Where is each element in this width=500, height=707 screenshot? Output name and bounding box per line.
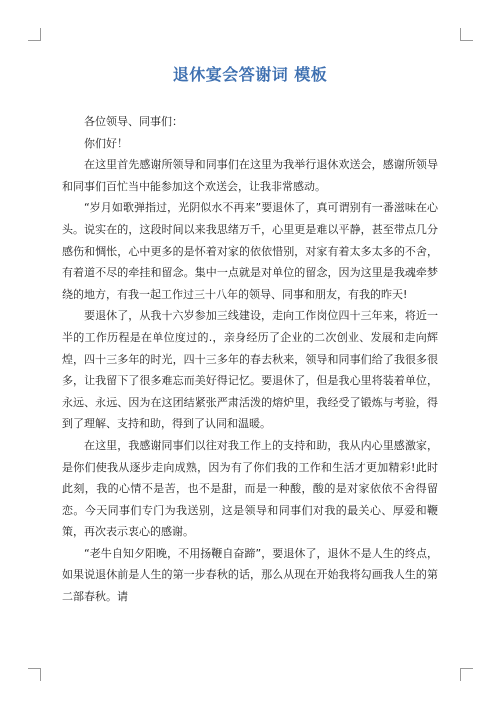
paragraph-4: 在这里，我感谢同事们以往对我工作上的支持和助，我从内心里感激家，是你们使我从逐步走向成熟，因为有了你们我的工作和生活才更加精彩!此时此刻，我的心情不是苦，也不是甜，而是一种酸，酸的是对家依依不舍得留恋。今天同事们专门为我送别，这是领导和同事们对我的最关心、厚爱和鞭策，再次表示衷心的感谢。 — [62, 438, 438, 539]
paragraph-5: “老牛自知夕阳晚，不用扬鞭自奋蹄”，要退休了，退休不是人生的终点，如果说退休前是人生的第一步春秋的话，那么从现在开始我将勾画我人生的第二部春秋。请 — [62, 546, 438, 604]
crop-mark-top-left — [28, 28, 41, 41]
salutation: 各位领导、同事们： — [84, 115, 183, 128]
paragraph-1: 在这里首先感谢所领导和同事们在这里为我举行退休欢送会，感谢所领导和同事们百忙当中能参加这个欢送会，让我非常感动。 — [62, 158, 438, 193]
document-title: 退休宴会答谢词 模板 — [172, 65, 328, 84]
paragraph-2: “岁月如歌弹指过，光阴似水不再来”要退休了，真可谓别有一番滋味在心头。说实在的，这段时间以来我思绪万千，心里更是难以平静，甚至带点几分感伤和惆怅，心中更多的是怀着对家的依依惜别，对家有着太多太多的不舍，有着道不尽的牵挂和留念。集中一点就是对单位的留念，因为这里是我魂牵梦绕的地方，有我一起工作过三十八年的领导、同事和朋友，有我的昨天! — [62, 201, 438, 301]
document-body — [62, 111, 438, 608]
paragraph-3: 要退休了，从我十六岁参加三线建设，走向工作岗位四十三年来，将近一半的工作历程是在单位度过的.，亲身经历了企业的二次创业、发展和走向辉煌，四十三多年的时光，四十三多年的春去秋来，领导和同事们给了我很多很多，让我留下了很多难忘而美好得记忆。要退休了，但是我心里将装着单位，永远、永远、因为在这团结紧张严肃活泼的熔炉里，我经受了锻炼与考验，得到了理解、支持和助，得到了认同和温暖。 — [62, 309, 438, 431]
crop-mark-bottom-left — [28, 668, 41, 681]
greeting: 你们好！ — [84, 136, 128, 150]
crop-mark-top-right — [460, 28, 473, 41]
crop-mark-bottom-right — [460, 668, 473, 681]
